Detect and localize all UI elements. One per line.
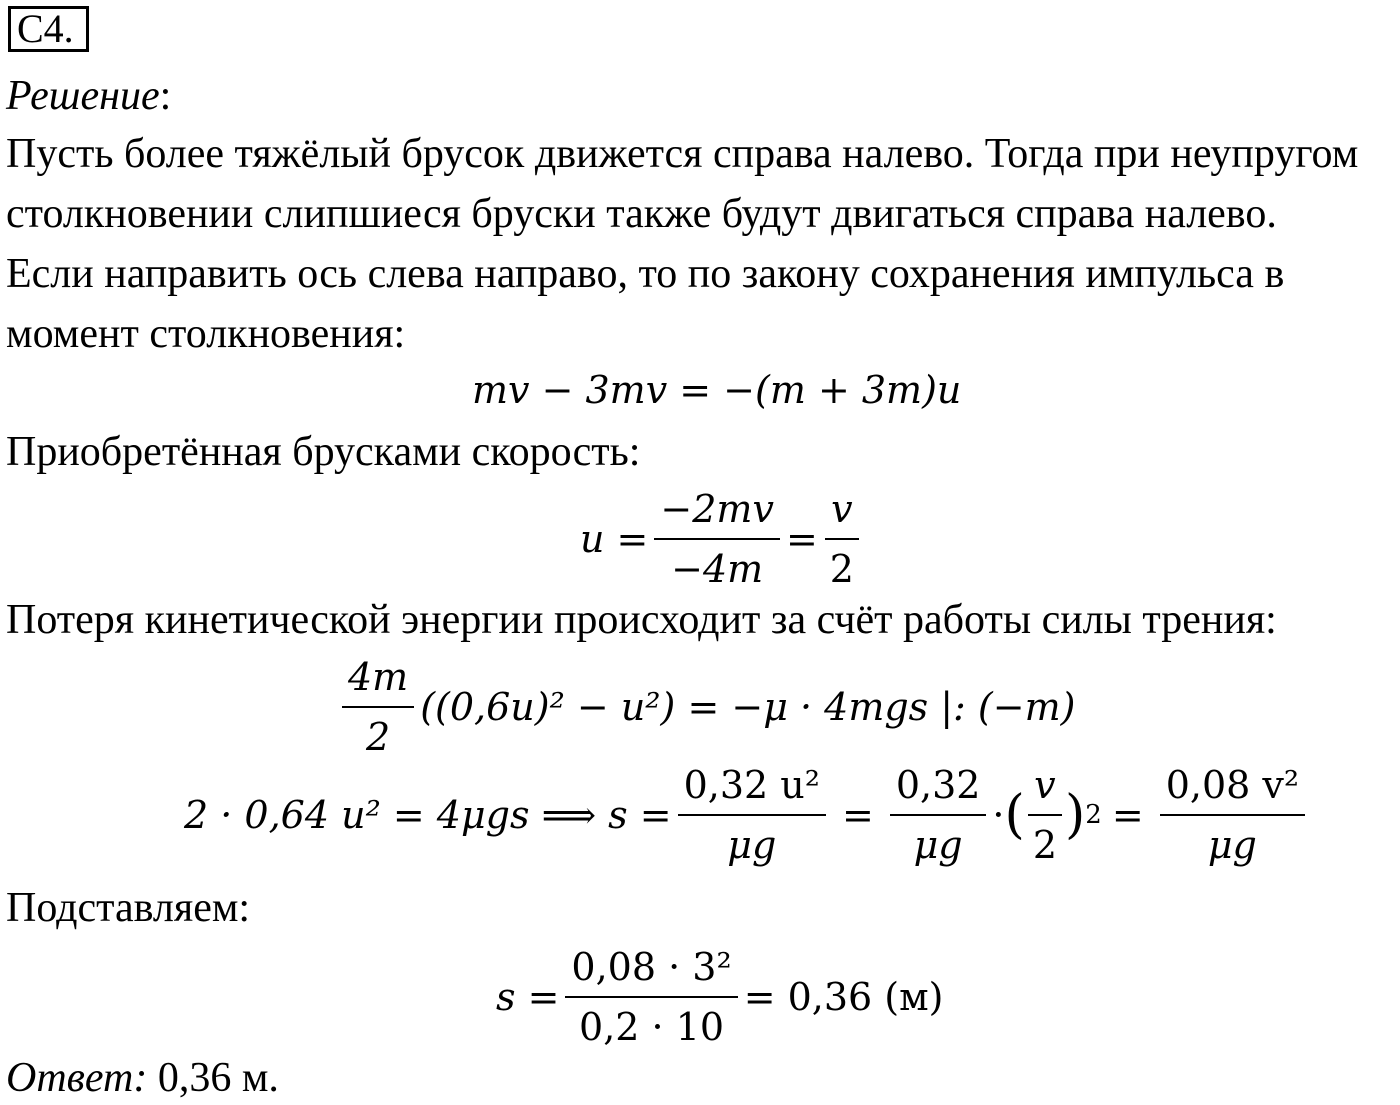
fraction-numerator: 4m [342, 652, 414, 708]
fraction-denominator: 2 [366, 715, 391, 759]
fraction-numerator: 0,32 [890, 760, 987, 816]
answer-line [6, 1054, 279, 1102]
fraction-denominator: 2 [829, 547, 854, 591]
fraction-denominator: −4m [671, 547, 764, 591]
equation-velocity-fraction-2 [824, 484, 860, 594]
answer-value: 0,36 м. [147, 1055, 279, 1101]
equation-distance-fraction-1 [678, 760, 826, 870]
fraction-denominator: 2 [1032, 823, 1057, 867]
problem-label: C4. [8, 6, 89, 52]
equation-distance: 2 · 0,64 u² = 4μgs ⟹ s = $\frac{\text{0,32 u²}}{\mu g}$ = $\frac{0,32}{\mu g}$ · ( $\frac{v}{2}$ ) 2 = $\frac{\text{0,08 v²}}{\mu g}$ [184, 760, 1311, 870]
fraction-numerator: v [825, 484, 858, 540]
equation-distance-paren-fraction [1027, 760, 1063, 870]
paragraph-4: Потеря кинетической энергии происходит за счёт работы силы трения: [6, 597, 1277, 643]
fraction-denominator: μg [1207, 823, 1257, 867]
fraction-numerator: 0,32 u² [678, 760, 826, 816]
equation-velocity [580, 484, 866, 594]
equation-momentum-text: mv − 3mv = −(m + 3m)u [472, 368, 962, 412]
paragraph-3: Приобретённая брусками скорость: [6, 429, 641, 475]
equation-distance-fraction-2 [890, 760, 987, 870]
fraction-denominator: 0,2 · 10 [579, 1005, 725, 1049]
equation-velocity-fraction-1 [654, 484, 780, 594]
paragraph-5: Подставляем: [6, 885, 251, 931]
paragraph-2-line-1: Если направить ось слева направо, то по закону сохранения импульса в [6, 251, 1285, 297]
equation-distance-lhs: 2 · 0,64 u² = 4μgs ⟹ s = [184, 793, 672, 837]
equation-energy-rest: ((0,6u)² − u²) = −μ · 4mgs |: (−m) [420, 685, 1076, 729]
fraction-numerator: 0,08 v² [1160, 760, 1305, 816]
paragraph-2-line-2: момент столкновения: [6, 311, 406, 357]
equation-substitution-fraction [565, 942, 737, 1052]
equation-substitution-rhs: = 0,36 (м) [743, 975, 944, 1019]
equation-momentum [472, 368, 961, 412]
solution-heading-colon: : [159, 73, 172, 119]
solution-heading [6, 72, 171, 120]
equation-energy-loss [336, 652, 1075, 762]
equation-energy-fraction [342, 652, 414, 762]
answer-label: Ответ: [6, 1055, 148, 1101]
multiply-dot: · [992, 793, 1005, 837]
fraction-numerator: −2mv [654, 484, 780, 540]
equation-substitution [496, 942, 944, 1052]
equals-sign: = [785, 517, 818, 561]
paragraph-1-line-1: Пусть более тяжёлый брусок движется справа налево. Тогда при неупругом [6, 131, 1359, 177]
fraction-denominator: μg [913, 823, 963, 867]
solution-heading-text: Решение [6, 73, 160, 119]
fraction-numerator: 0,08 · 3² [565, 942, 737, 998]
paragraph-1-line-2: столкновении слипшиеся бруски также будут двигаться справа налево. [6, 191, 1277, 237]
equation-distance-fraction-3 [1160, 760, 1305, 870]
equation-velocity-lhs: u = [580, 517, 649, 561]
fraction-numerator: v [1028, 760, 1061, 816]
fraction-denominator: μg [727, 823, 777, 867]
equation-substitution-lhs: s = [496, 975, 560, 1019]
